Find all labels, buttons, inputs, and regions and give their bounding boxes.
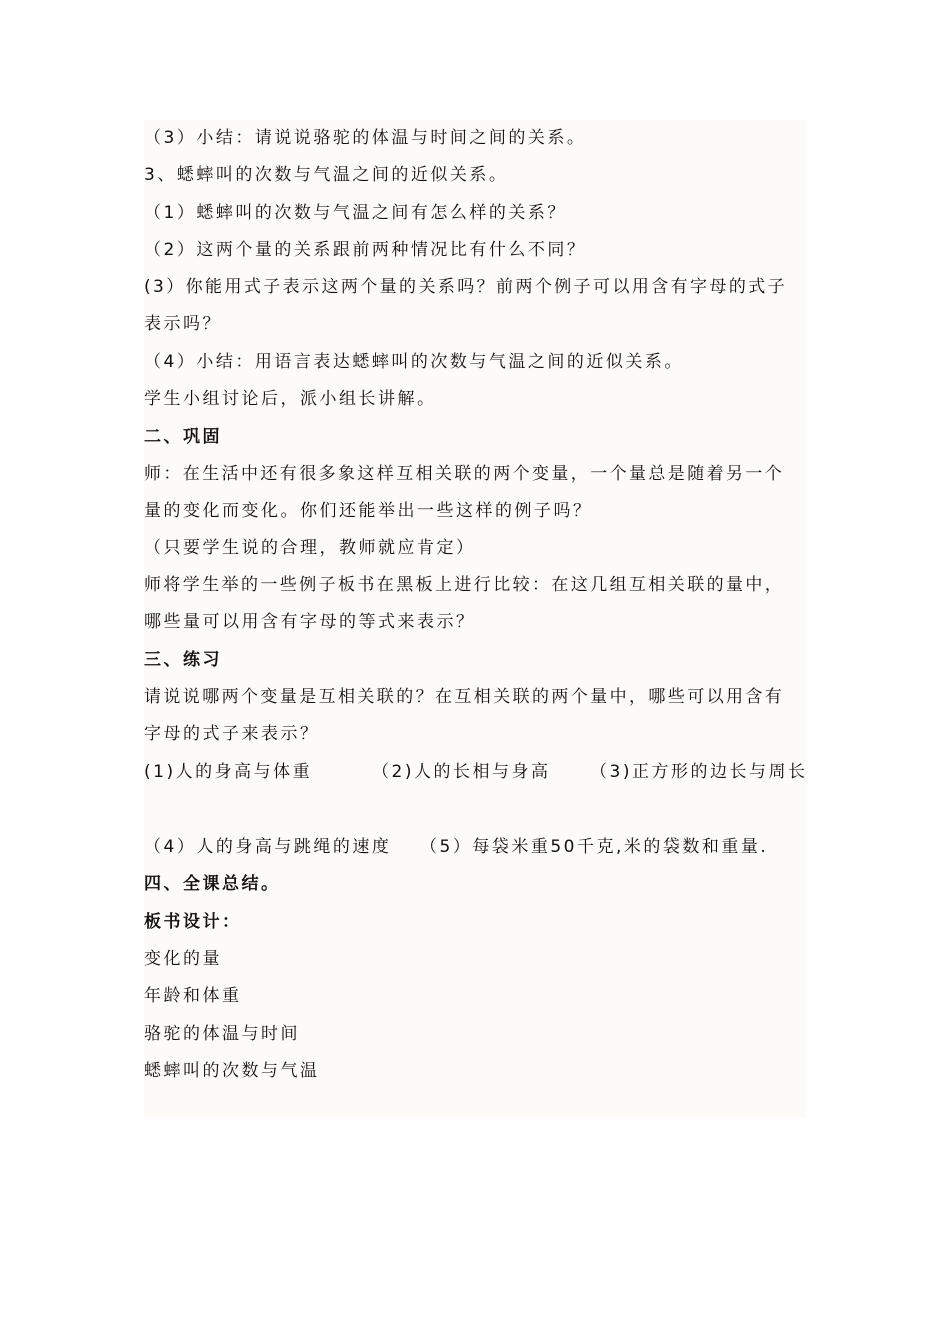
section-heading: 二、巩固 [144,427,222,447]
text-line: 师将学生举的一些例子板书在黑板上进行比较：在这几组互相关联的量中， [144,575,785,595]
exercise-item: （3)正方形的边长与周长 [590,762,808,782]
document-body [144,120,806,1118]
exercise-item: （2)人的长相与身高 [372,762,551,782]
text-line: （1）蟋蟀叫的次数与气温之间有怎么样的关系？ [144,203,567,223]
text-line: 表示吗？ [144,314,222,334]
board-item: 年龄和体重 [144,986,242,1006]
text-line: (3）你能用式子表示这两个量的关系吗？前两个例子可以用含有字母的式子 [144,277,788,297]
section-heading: 三、练习 [144,650,222,670]
text-line: 哪些量可以用含有字母的等式来表示？ [144,612,476,632]
section-heading: 四、全课总结。 [144,874,281,894]
text-line: 量的变化而变化。你们还能举出一些这样的例子吗？ [144,501,593,521]
text-line: （2）这两个量的关系跟前两种情况比有什么不同？ [144,240,587,260]
text-line: （3）小结：请说说骆驼的体温与时间之间的关系。 [144,128,587,148]
exercise-item: （4）人的身高与跳绳的速度 [144,837,392,857]
exercise-item: (1)人的身高与体重 [144,762,313,782]
text-line: 请说说哪两个变量是互相关联的？在互相关联的两个量中，哪些可以用含有 [144,687,785,707]
text-line: 3、蟋蟀叫的次数与气温之间的近似关系。 [144,165,509,185]
board-item: 骆驼的体温与时间 [144,1024,300,1044]
text-line: 学生小组讨论后，派小组长讲解。 [144,389,437,409]
exercise-item: （5）每袋米重50千克,米的袋数和重量. [420,837,769,857]
text-line: 字母的式子来表示？ [144,724,320,744]
text-line: （4）小结：用语言表达蟋蟀叫的次数与气温之间的近似关系。 [144,352,684,372]
board-item: 蟋蟀叫的次数与气温 [144,1061,320,1081]
text-line: 师：在生活中还有很多象这样互相关联的两个变量，一个量总是随着另一个 [144,464,785,484]
board-heading: 板书设计： [144,912,242,932]
board-item: 变化的量 [144,949,222,969]
text-line: （只要学生说的合理，教师就应肯定） [144,538,476,558]
